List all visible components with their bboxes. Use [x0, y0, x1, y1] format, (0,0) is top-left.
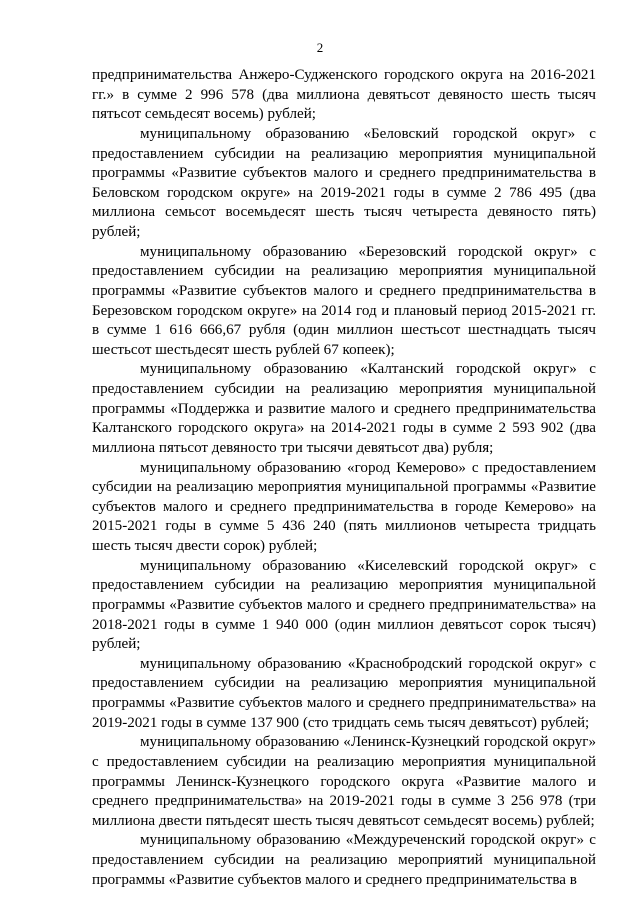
document-body [92, 66, 596, 890]
paragraph-berezovsky: муниципальному образованию «Березовский городской округ» с предоставлением субсидии на реализацию мероприятия муниципальной программы «Развитие субъектов малого и среднего предпринимательства в Березовском городском округе» на 2014 год и плановый период 2015-2021 гг. в сумме 1 616 666,67 рубля (один миллион шестьсот шестнадцать тысяч шестьсот шестьдесят шесть рублей 67 копеек); [92, 243, 596, 358]
paragraph-belovsky: муниципальному образованию «Беловский городской округ» с предоставлением субсидии на реализацию мероприятия муниципальной программы «Развитие субъектов малого и среднего предпринимательства в Беловском городском округе» на 2019-2021 годы в сумме 2 786 495 (два миллиона семьсот восемьдесят шесть тысяч четыреста девяносто пять) рублей; [92, 125, 596, 240]
page-number: 2 [316, 40, 324, 55]
paragraph-krasnobrodsky: муниципальному образованию «Краснобродский городской округ» с предоставлением субсидии на реализацию мероприятия муниципальной программы «Развитие субъектов малого и среднего предпринимательства» на 2019-2021 годы в сумме 137 900 (сто тридцать семь тысяч девятьсот) рублей; [92, 655, 596, 731]
paragraph-leninsk-kuznetsky: муниципальному образованию «Ленинск-Кузнецкий городской округ» с предоставлением субсидии на реализацию мероприятия муниципальной программы Ленинск-Кузнецкого городского округа «Развитие малого и среднего предпринимательства» на 2019-2021 годы в сумме 3 256 978 (три миллиона двести пятьдесят шесть тысяч девятьсот семьдесят восемь) рублей; [92, 734, 596, 829]
paragraph-continuation: предпринимательства Анжеро-Судженского городского округа на 2016-2021 гг.» в сумме 2 996 578 (два миллиона девятьсот девяносто шесть тысяч пятьсот семьдесят восемь) рублей; [92, 67, 596, 123]
paragraph-kiselevsky: муниципальному образованию «Киселевский городской округ» с предоставлением субсидии на реализацию мероприятия муниципальной программы «Развитие субъектов малого и среднего предпринимательства» на 2018-2021 годы в сумме 1 940 000 (один миллион девятьсот сорок тысяч) рублей; [92, 557, 596, 653]
paragraph-mezhdurechensky: муниципальному образованию «Междуреченский городской округ» с предоставлением субсидии на реализацию мероприятий муниципальной программы «Развитие субъектов малого и среднего предпринимательства в [92, 832, 596, 888]
paragraph-kaltansky: муниципальному образованию «Калтанский городской округ» с предоставлением субсидии на реализацию мероприятия муниципальной программы «Поддержка и развитие малого и среднего предпринимательства Калтанского городского округа» на 2014-2021 годы в сумме 2 593 902 (два миллиона пятьсот девяносто три тысячи девятьсот два) рубля; [92, 361, 596, 456]
paragraph-kemerovo: муниципальному образованию «город Кемерово» с предоставлением субсидии на реализацию мероприятия муниципальной программы «Развитие субъектов малого и среднего предпринимательства в городе Кемерово» на 2015-2021 годы в сумме 5 436 240 (пять миллионов четыреста тридцать шесть тысяч двести сорок) рублей; [92, 459, 596, 554]
